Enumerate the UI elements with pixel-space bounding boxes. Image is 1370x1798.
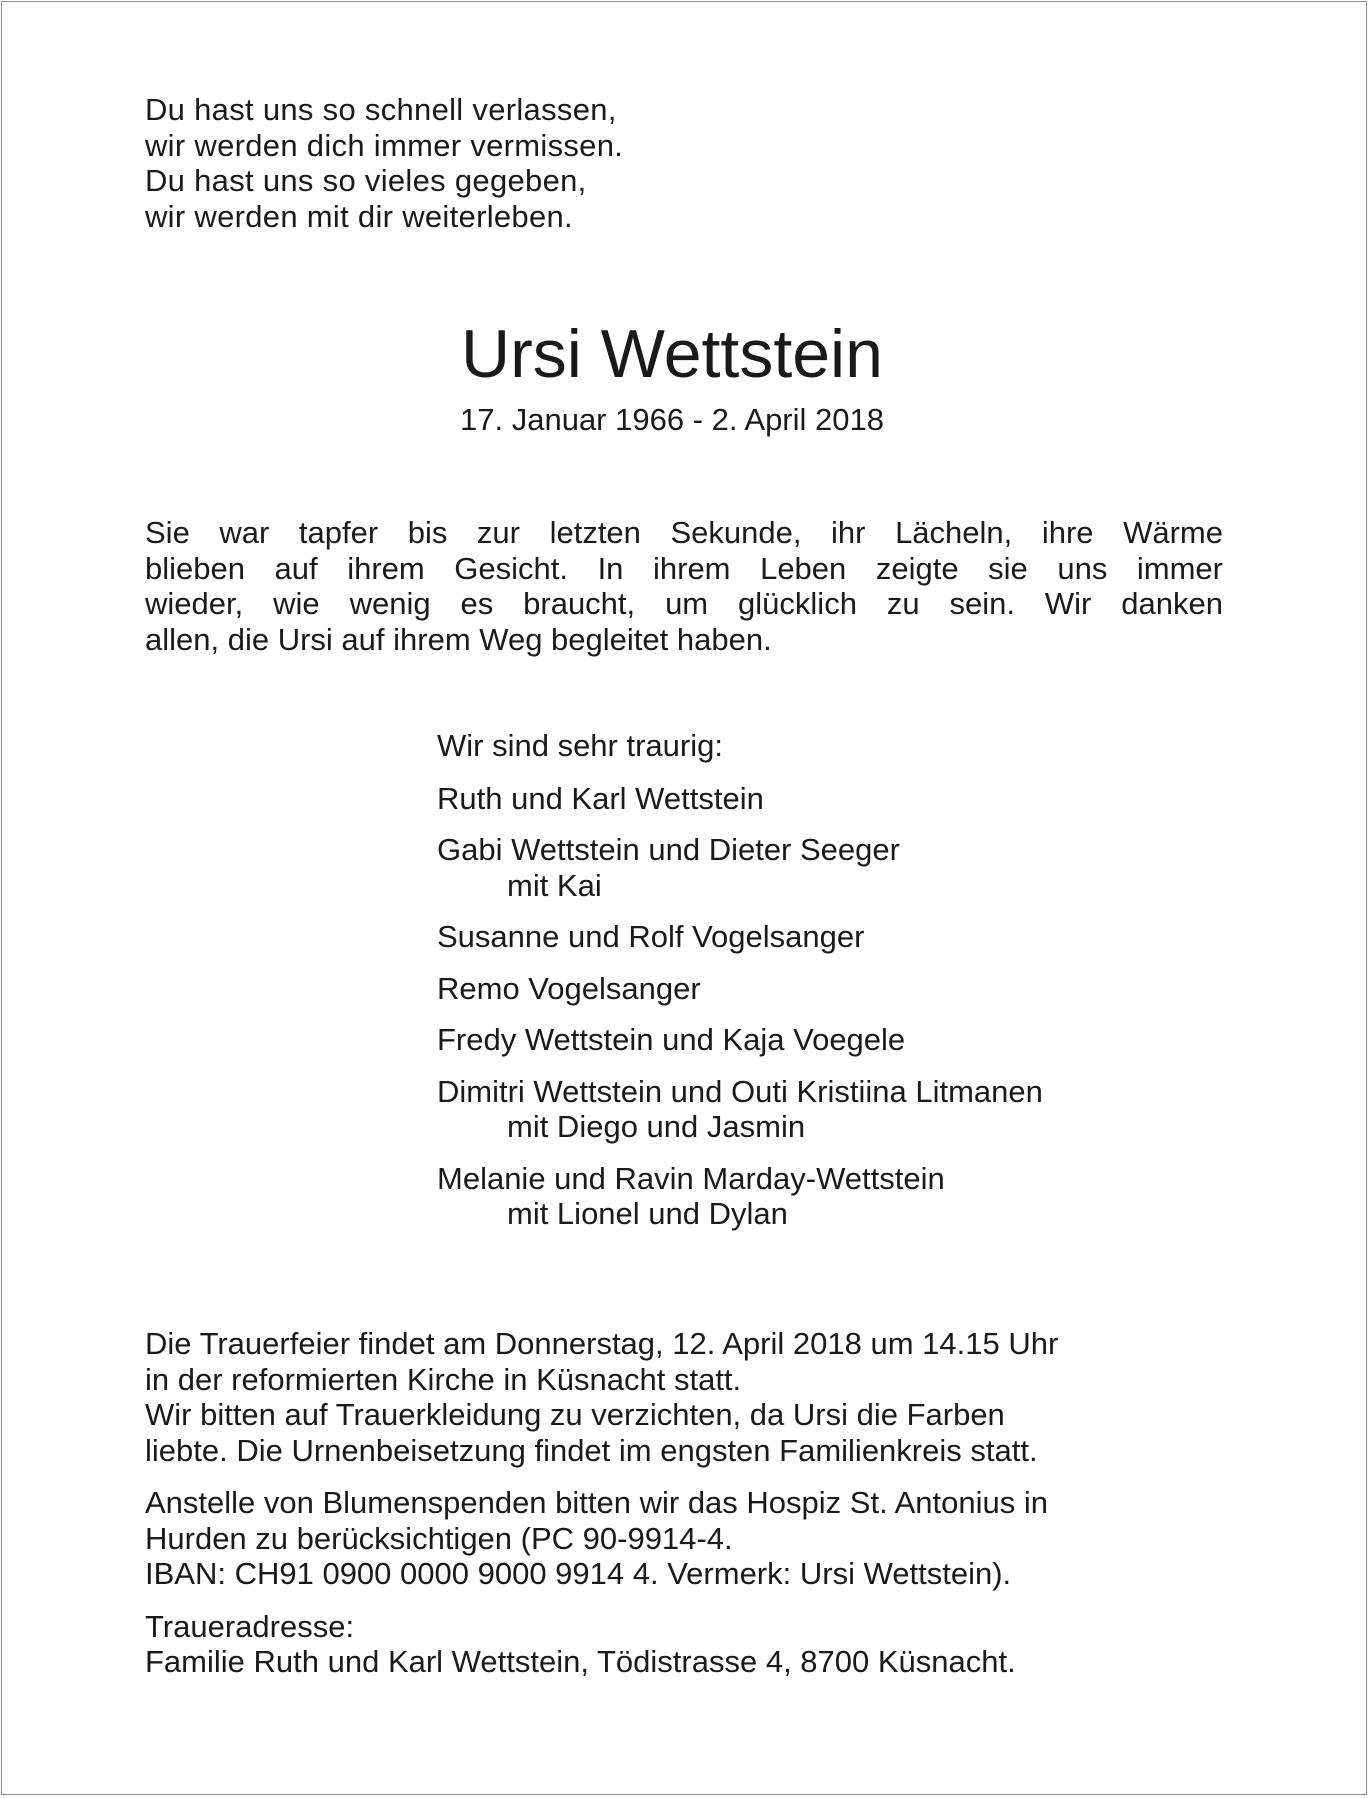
address-text: Familie Ruth und Karl Wettstein, Tödistrasse 4, 8700 Küsnacht. xyxy=(145,1644,1016,1679)
tribute-line: wieder, wie wenig es braucht, um glücklich zu sein. Wir danken xyxy=(145,586,1223,621)
tribute-line: blieben auf ihrem Gesicht. In ihrem Leben zeigte sie uns immer xyxy=(145,550,1223,586)
mourner-name: Melanie und Ravin Marday-Wettstein xyxy=(437,1160,945,1196)
ceremony-line: in der reformierten Kirche in Küsnacht statt. xyxy=(145,1361,742,1397)
poem-line: Du hast uns so schnell verlassen, xyxy=(145,92,617,127)
ceremony-paragraph xyxy=(145,1326,1223,1468)
deceased-dates-text: 17. Januar 1966 - 2. April 2018 xyxy=(460,402,884,437)
mourner-entry xyxy=(437,1161,1043,1232)
poem-line: wir werden mit dir weiterleben. xyxy=(145,198,573,234)
mourner-entry xyxy=(437,971,1043,1007)
deceased-name-text: Ursi Wettstein xyxy=(461,316,883,392)
tribute-paragraph xyxy=(145,515,1223,657)
mourner-name: Ruth und Karl Wettstein xyxy=(437,780,764,816)
donation-line: IBAN: CH91 0900 0000 9000 9914 4. Vermerk: Ursi Wettstein). xyxy=(145,1556,1012,1591)
mourner-name: Dimitri Wettstein und Outi Kristiina Litmanen xyxy=(437,1073,1043,1109)
address-paragraph xyxy=(145,1609,1223,1680)
tribute-line: Sie war tapfer bis zur letzten Sekunde, ihr Lächeln, ihre Wärme xyxy=(145,515,1223,550)
mourner-entry xyxy=(437,781,1043,817)
mourner-children: mit Lionel und Dylan xyxy=(507,1196,788,1231)
mourner-name: Fredy Wettstein und Kaja Voegele xyxy=(437,1022,906,1057)
donation-paragraph xyxy=(145,1485,1223,1592)
mourner-name: Susanne und Rolf Vogelsanger xyxy=(437,919,865,954)
mourner-name: Gabi Wettstein und Dieter Seeger xyxy=(437,832,900,867)
mourner-children: mit Diego und Jasmin xyxy=(507,1109,806,1144)
mourners-intro: Wir sind sehr traurig: xyxy=(437,728,723,763)
donation-line: Anstelle von Blumenspenden bitten wir das Hospiz St. Antonius in xyxy=(145,1485,1048,1520)
funeral-info xyxy=(145,1326,1223,1697)
address-label: Traueradresse: xyxy=(145,1608,355,1644)
mourner-children: mit Kai xyxy=(507,867,602,903)
ceremony-line: Wir bitten auf Trauerkleidung zu verzichten, da Ursi die Farben xyxy=(145,1397,1005,1432)
ceremony-line: liebte. Die Urnenbeisetzung findet im engsten Familienkreis statt. xyxy=(145,1432,1038,1468)
donation-line: Hurden zu berücksichtigen (PC 90-9914-4. xyxy=(145,1520,733,1556)
poem-line: wir werden dich immer vermissen. xyxy=(145,127,624,163)
mourner-entry xyxy=(437,919,1043,955)
mourner-entry xyxy=(437,1074,1043,1145)
mourner-entry xyxy=(437,1022,1043,1058)
mourner-name: Remo Vogelsanger xyxy=(437,970,701,1006)
deceased-dates xyxy=(0,398,1370,442)
tribute-line: allen, die Ursi auf ihrem Weg begleitet haben. xyxy=(145,621,772,657)
poem xyxy=(145,92,623,234)
deceased-name xyxy=(0,314,1370,394)
mourner-entry xyxy=(437,832,1043,903)
mourners-list xyxy=(437,728,1043,1248)
poem-line: Du hast uns so vieles gegeben, xyxy=(145,163,587,198)
ceremony-line: Die Trauerfeier findet am Donnerstag, 12. April 2018 um 14.15 Uhr xyxy=(145,1326,1059,1361)
